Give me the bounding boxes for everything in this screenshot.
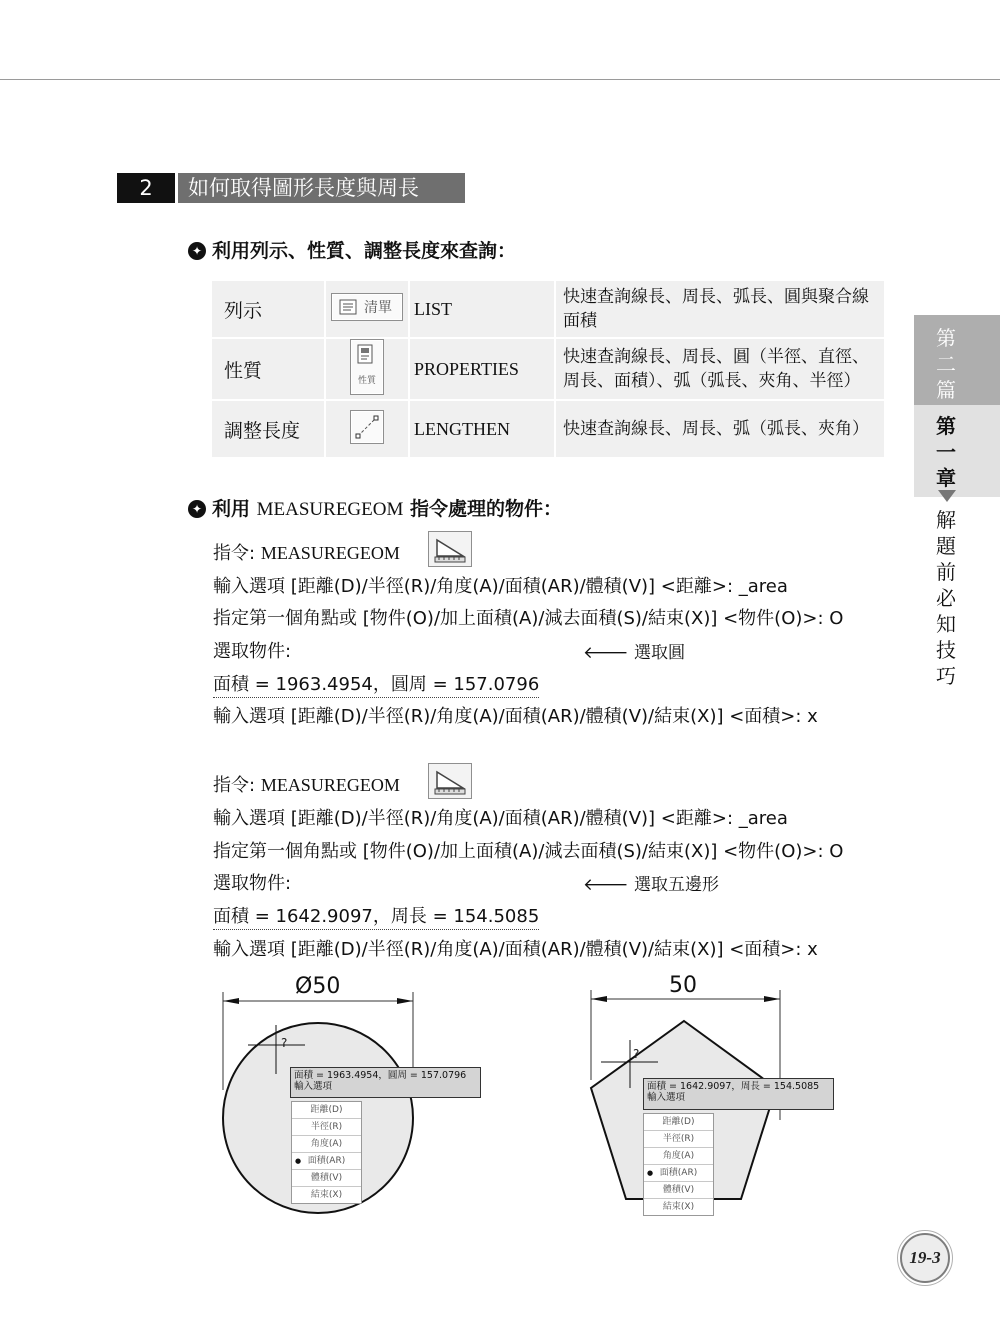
result-line: 面積 = 1963.4954，圓周 = 157.0796 — [213, 670, 539, 698]
measuregeom-area-icon — [428, 531, 472, 567]
measure-tooltip: 面積 = 1642.9097，周長 = 154.5085 輸入選項 — [643, 1078, 834, 1110]
list-icon-label: 清單 — [364, 300, 392, 316]
measuregeom-area-icon — [428, 763, 472, 799]
row-command: PROPERTIES — [410, 339, 556, 401]
section-title: 如何取得圖形長度與周長 — [178, 173, 465, 203]
menu-item-angle[interactable]: 角度(A) — [292, 1136, 361, 1153]
triangle-down-icon — [936, 488, 958, 504]
svg-text:?: ? — [281, 1036, 288, 1050]
table-row — [212, 281, 886, 339]
circle-figure — [215, 970, 495, 1220]
row-description: 快速查詢線長、周長、圓（半徑、直徑、周長、面積）、弧（弧長、夾角、半徑） — [556, 339, 886, 401]
command-line: 輸入選項 [距離(D)/半徑(R)/角度(A)/面積(AR)/體積(V)/結束(X)] <面積>: x — [213, 706, 818, 727]
row-name: 性質 — [212, 339, 326, 401]
command-line: 選取物件: — [213, 641, 292, 662]
diameter-dimension: Ø50 — [295, 974, 341, 999]
command-line: 指定第一個角點或 [物件(O)/加上面積(A)/減去面積(S)/結束(X)] <物件(O)>: O — [213, 608, 844, 629]
menu-item-volume[interactable]: 體積(V) — [292, 1170, 361, 1187]
svg-text:?: ? — [633, 1047, 640, 1061]
properties-icon-label: 性質 — [357, 376, 376, 386]
menu-item-radius[interactable]: 半徑(R) — [292, 1119, 361, 1136]
star-bullet-icon: ✦ — [188, 242, 206, 260]
measure-tooltip: 面積 = 1963.4954，圓周 = 157.0796 輸入選項 — [290, 1067, 481, 1098]
chapter-label: 第 一 章 — [936, 414, 956, 490]
command-table — [212, 281, 886, 459]
row-name: 列示 — [212, 281, 326, 339]
command-line: 指令: MEASUREGEOM — [213, 775, 400, 796]
command-line: 輸入選項 [距離(D)/半徑(R)/角度(A)/面積(AR)/體積(V)] <距離>: _area — [213, 808, 788, 829]
side-dimension: 50 — [669, 973, 697, 998]
table-row — [212, 339, 886, 401]
row-description: 快速查詢線長、周長、弧（弧長、夾角） — [556, 401, 886, 459]
menu-item-exit[interactable]: 結束(X) — [310, 1190, 343, 1200]
star-bullet-icon: ✦ — [188, 500, 206, 518]
lengthen-tool-icon — [326, 401, 410, 459]
menu-item-area[interactable]: ● 面積(AR) — [644, 1165, 713, 1182]
row-name: 調整長度 — [212, 401, 326, 459]
menu-item-radius[interactable]: 半徑(R) — [644, 1131, 713, 1148]
option-menu — [291, 1101, 362, 1204]
pentagon-figure — [585, 970, 845, 1220]
annotation-note: 🡐 選取圓 — [583, 643, 685, 663]
menu-item-angle[interactable]: 角度(A) — [644, 1148, 713, 1165]
subheading-list-properties: ✦ 利用列示、性質、調整長度來查詢： — [188, 236, 516, 263]
top-rule — [0, 79, 1000, 80]
result-line: 面積 = 1642.9097，周長 = 154.5085 — [213, 902, 539, 930]
list-tool-icon — [326, 281, 410, 339]
arrow-left-icon: 🡐 — [583, 875, 629, 895]
table-row — [212, 401, 886, 459]
menu-item-distance[interactable]: 距離(D) — [644, 1114, 713, 1131]
row-description: 快速查詢線長、周長、弧長、圓與聚合線面積 — [556, 281, 886, 339]
command-line: 指令: MEASUREGEOM — [213, 543, 400, 564]
row-command: LENGTHEN — [410, 401, 556, 459]
command-line: 選取物件: — [213, 873, 292, 894]
properties-tool-icon — [326, 339, 410, 401]
subheading-measuregeom: ✦ 利用 MEASUREGEOM 指令處理的物件： — [188, 494, 562, 521]
menu-item-distance[interactable]: 距離(D) — [292, 1102, 361, 1119]
command-line: 輸入選項 [距離(D)/半徑(R)/角度(A)/面積(AR)/體積(V)] <距離>: _area — [213, 576, 788, 597]
arrow-left-icon: 🡐 — [583, 643, 629, 663]
menu-item-exit[interactable]: 結束(X) — [662, 1202, 695, 1212]
command-line: 輸入選項 [距離(D)/半徑(R)/角度(A)/面積(AR)/體積(V)/結束(X)] <面積>: x — [213, 939, 818, 960]
menu-item-area[interactable]: ● 面積(AR) — [292, 1153, 361, 1170]
annotation-note: 🡐 選取五邊形 — [583, 875, 719, 895]
topic-label: 解 題 前 必 知 技 巧 — [936, 508, 956, 688]
option-menu — [643, 1113, 714, 1216]
page-number: 19-3 — [900, 1233, 950, 1283]
section-number: 2 — [117, 173, 175, 203]
menu-item-volume[interactable]: 體積(V) — [644, 1182, 713, 1199]
part-label: 第 二 篇 — [936, 326, 956, 402]
row-command: LIST — [410, 281, 556, 339]
command-line: 指定第一個角點或 [物件(O)/加上面積(A)/減去面積(S)/結束(X)] <物件(O)>: O — [213, 841, 844, 862]
